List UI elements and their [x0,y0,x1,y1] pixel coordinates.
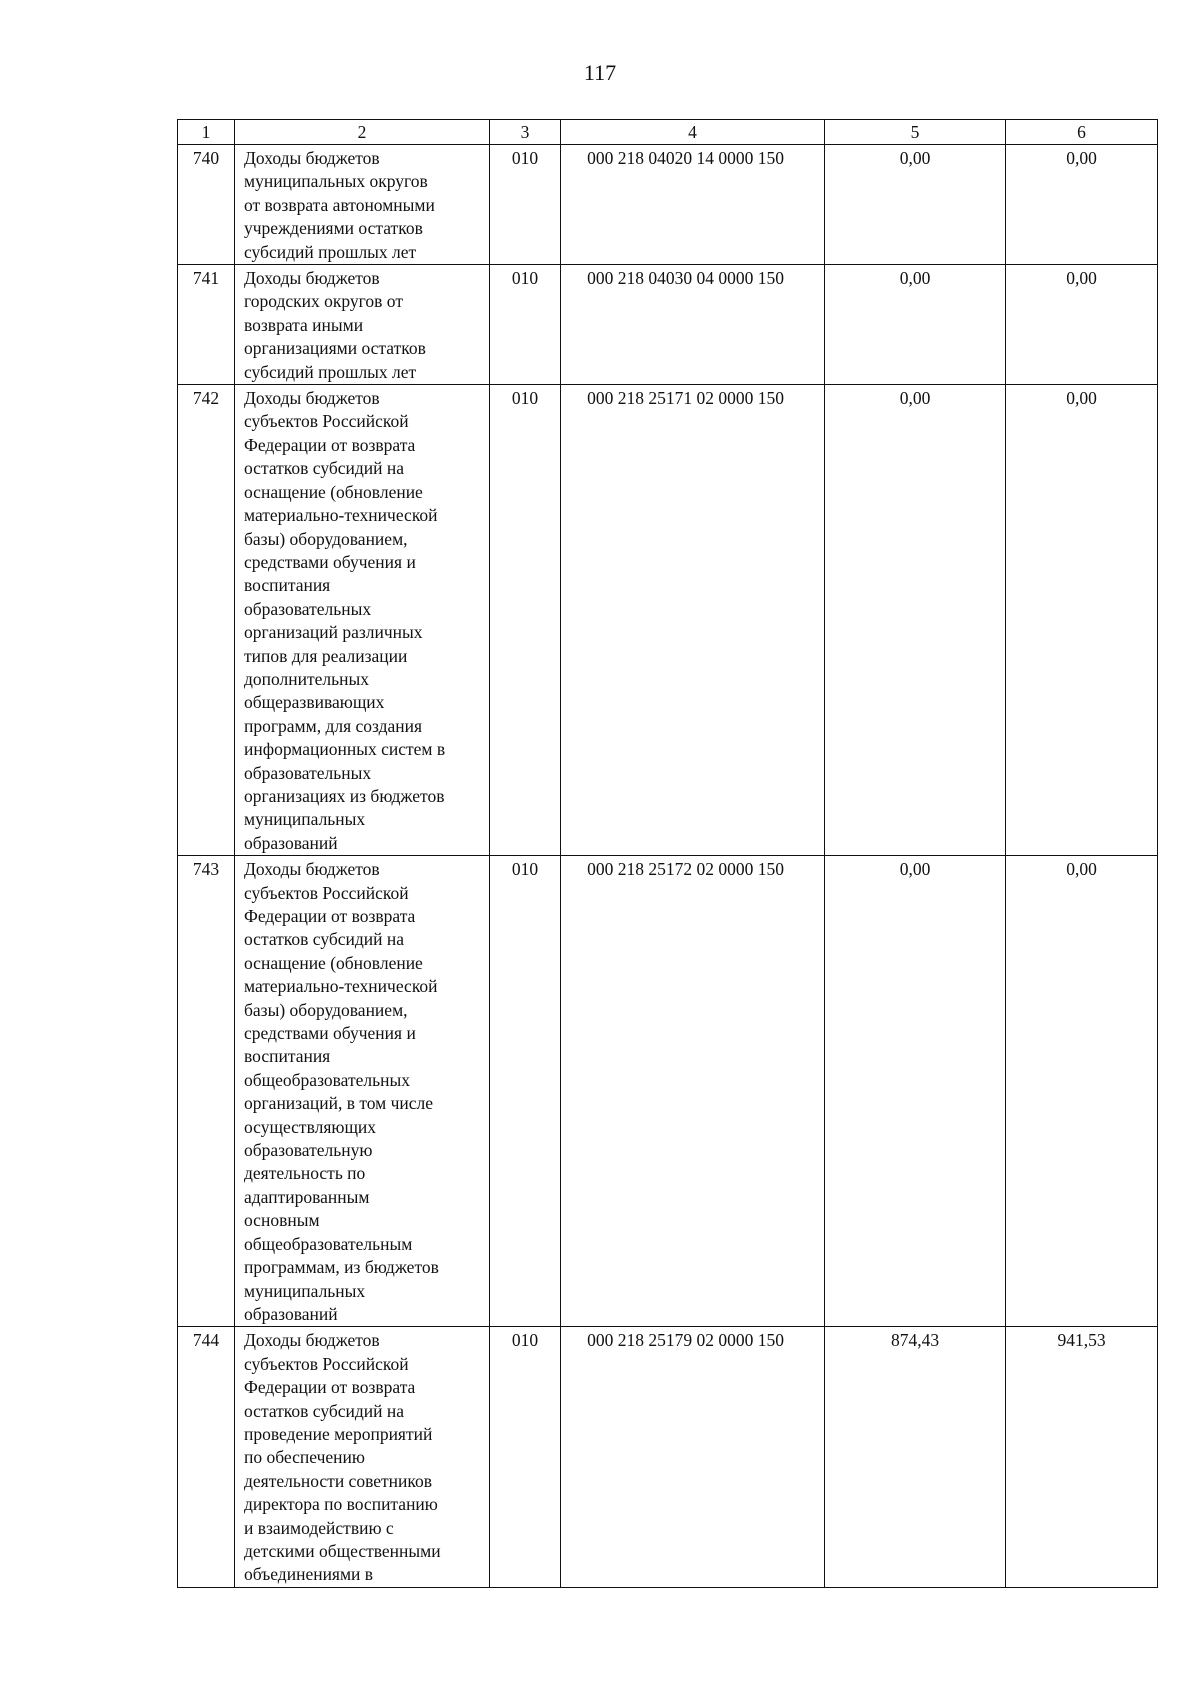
description-line: субъектов Российской [244,882,409,903]
admin-code: 010 [490,385,561,856]
column-header: 6 [1006,120,1158,145]
budget-table [177,119,1158,1588]
description-line: средствами обучения и [244,1023,416,1044]
description-line: воспитания [244,575,331,596]
description-line: муниципальных округов [244,171,428,192]
description-line: материально-технической [244,505,438,526]
description-line: муниципальных [244,809,366,830]
column-header: 5 [825,120,1006,145]
description-line: организациях из бюджетов [244,785,445,806]
budget-classification-code: 000 218 25172 02 0000 150 [561,856,825,1327]
description-line: основным [244,1210,320,1231]
income-description [235,856,490,1327]
description-line: образований [244,832,338,853]
column-header: 1 [178,120,235,145]
table-header-row [178,120,1158,145]
description-line: Доходы бюджетов [244,859,380,880]
description-line: осуществляющих [244,1116,377,1137]
description-line: проведение мероприятий [244,1423,433,1444]
description-line: программ, для создания [244,715,423,736]
description-line: базы) оборудованием, [244,528,408,549]
description-line: образовательных [244,598,372,619]
description-line: организаций, в том числе [244,1093,434,1114]
description-line: остатков субсидий на [244,929,405,950]
description-line: базы) оборудованием, [244,999,408,1020]
description-line: средствами обучения и [244,551,416,572]
description-line: остатков субсидий на [244,458,405,479]
description-line: Доходы бюджетов [244,148,380,168]
budget-classification-code: 000 218 25171 02 0000 150 [561,385,825,856]
amount-column-6: 0,00 [1006,385,1158,856]
table-row [178,265,1158,385]
page-number: 117 [583,60,617,85]
admin-code: 010 [490,1327,561,1587]
description-line: субъектов Российской [244,411,409,432]
amount-column-5: 874,43 [825,1327,1006,1587]
description-line: деятельности советников [244,1470,433,1491]
row-number: 744 [178,1327,235,1587]
description-line: деятельность по [244,1163,366,1184]
description-line: Доходы бюджетов [244,268,380,289]
description-line: образований [244,1303,338,1324]
income-description [235,385,490,856]
budget-classification-code: 000 218 25179 02 0000 150 [561,1327,825,1587]
description-line: воспитания [244,1046,331,1067]
description-line: образовательную [244,1140,373,1161]
description-line: организациями остатков [244,338,426,359]
amount-column-5: 0,00 [825,385,1006,856]
row-number: 742 [178,385,235,856]
table-row [178,385,1158,856]
amount-column-5: 0,00 [825,856,1006,1327]
description-line: образовательных [244,762,372,783]
description-line: и взаимодействию с [244,1517,394,1538]
description-line: дополнительных [244,668,370,689]
description-line: по обеспечению [244,1447,365,1468]
income-description [235,1327,490,1587]
budget-classification-code: 000 218 04030 04 0000 150 [561,265,825,385]
column-header: 2 [235,120,490,145]
description-line: учреждениями остатков [244,218,423,239]
description-line: остатков субсидий на [244,1400,405,1421]
description-line: информационных систем в [244,739,446,760]
table-row [178,1327,1158,1587]
description-line: Федерации от возврата [244,434,416,455]
admin-code: 010 [490,856,561,1327]
description-line: типов для реализации [244,645,408,666]
description-line: Федерации от возврата [244,1377,416,1398]
row-number: 741 [178,265,235,385]
amount-column-6: 941,53 [1006,1327,1158,1587]
description-line: адаптированным [244,1186,370,1207]
amount-column-5: 0,00 [825,265,1006,385]
amount-column-6: 0,00 [1006,145,1158,265]
description-line: директора по воспитанию [244,1494,438,1515]
column-header: 4 [561,120,825,145]
description-line: Доходы бюджетов [244,388,380,409]
description-line: общеобразовательным [244,1233,413,1254]
admin-code: 010 [490,265,561,385]
description-line: программам, из бюджетов [244,1257,439,1278]
description-line: Федерации от возврата [244,906,416,926]
amount-column-6: 0,00 [1006,856,1158,1327]
description-line: материально-технической [244,976,438,997]
description-line: организаций различных [244,622,423,643]
admin-code: 010 [490,145,561,265]
amount-column-5: 0,00 [825,145,1006,265]
description-line: общеразвивающих [244,692,385,713]
description-line: объединениями в [244,1564,374,1585]
column-header: 3 [490,120,561,145]
description-line: Доходы бюджетов [244,1330,380,1351]
description-line: субсидий прошлых лет [244,241,417,262]
description-line: городских округов от [244,291,403,312]
table-row [178,856,1158,1327]
description-line: детскими общественными [244,1540,441,1561]
row-number: 743 [178,856,235,1327]
row-number: 740 [178,145,235,265]
description-line: возврата иными [244,314,364,335]
amount-column-6: 0,00 [1006,265,1158,385]
description-line: общеобразовательных [244,1069,410,1090]
description-line: оснащение (обновление [244,481,423,502]
income-description [235,145,490,265]
income-description [235,265,490,385]
budget-classification-code: 000 218 04020 14 0000 150 [561,145,825,265]
description-line: от возврата автономными [244,194,435,215]
description-line: субсидий прошлых лет [244,361,417,382]
description-line: муниципальных [244,1280,366,1301]
description-line: оснащение (обновление [244,952,423,973]
table-row [178,145,1158,265]
description-line: субъектов Российской [244,1353,409,1374]
